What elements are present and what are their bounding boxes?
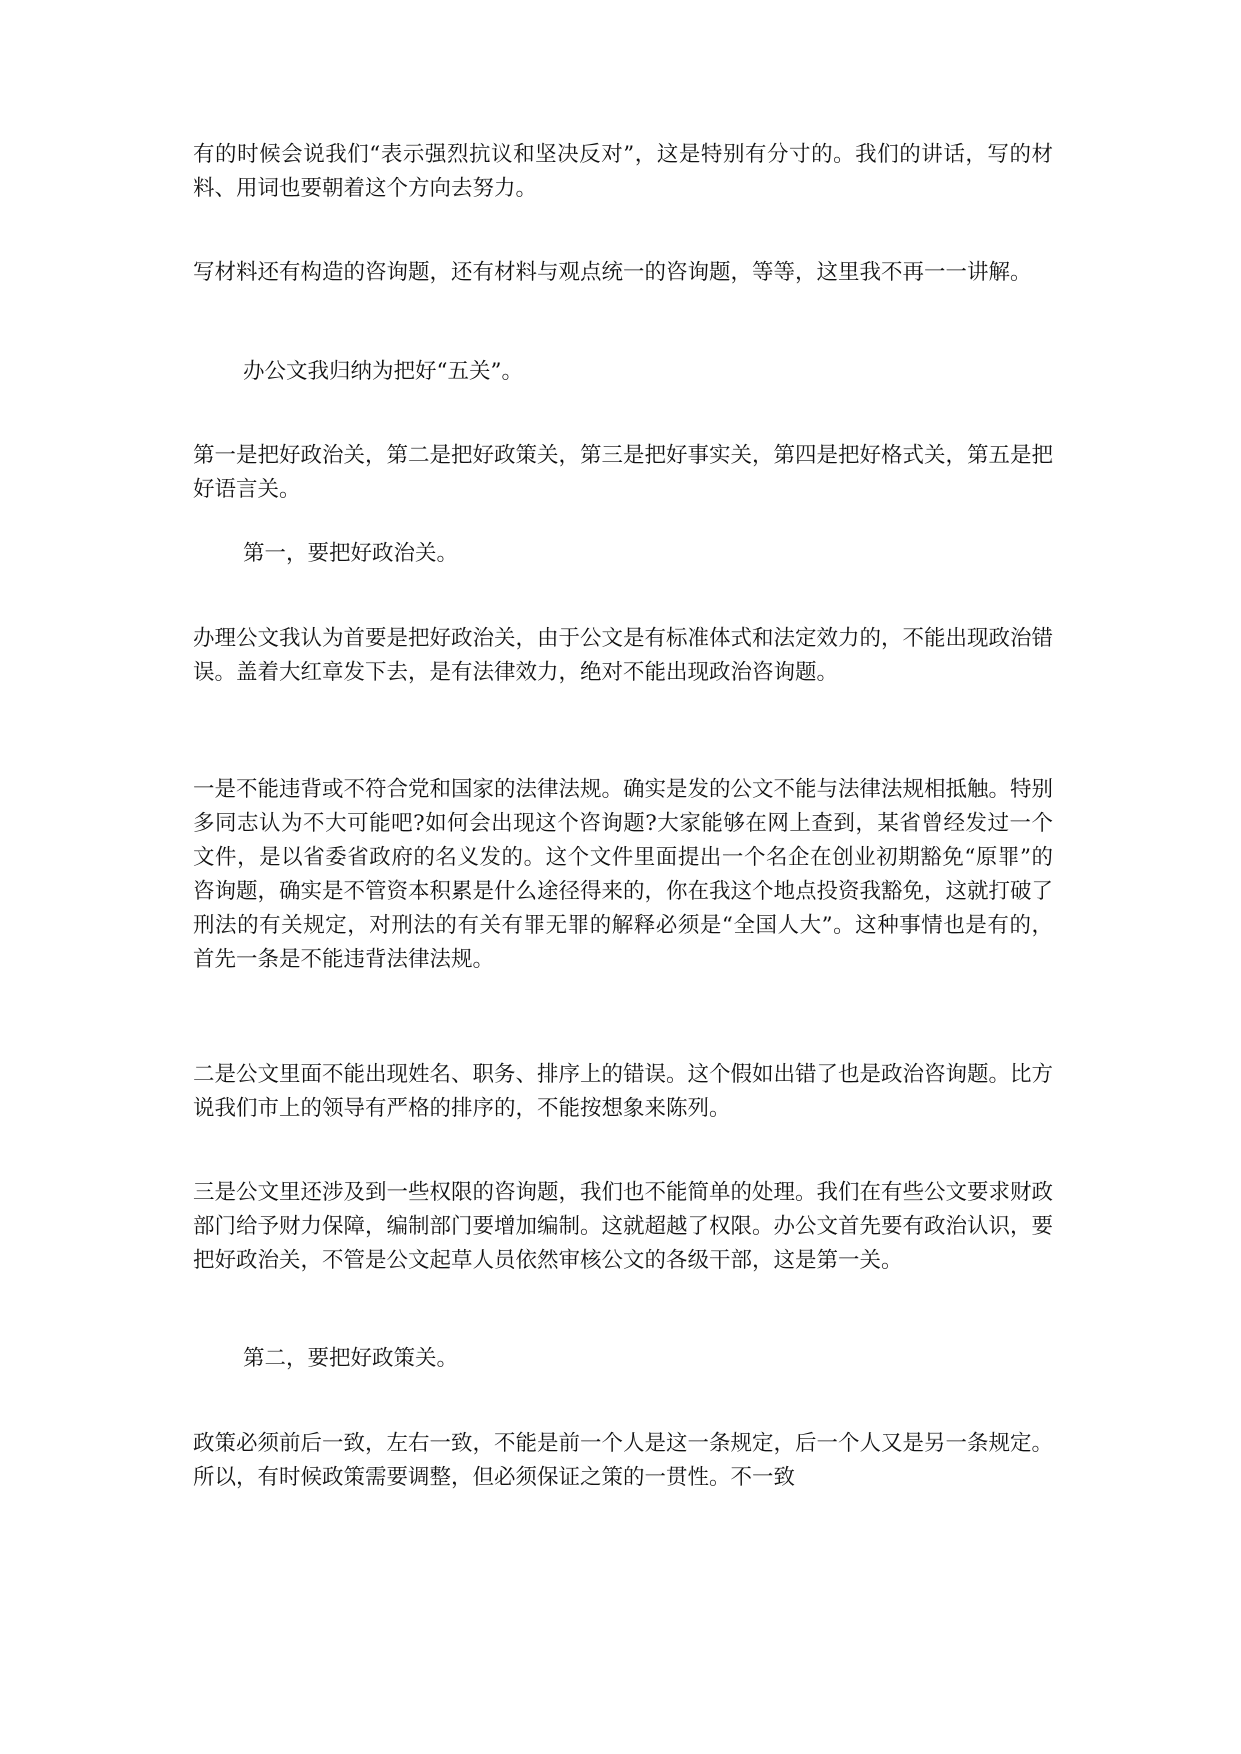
paragraph-6: 办理公文我认为首要是把好政治关，由于公文是有标准体式和法定效力的，不能出现政治错误。盖着大红章发下去，是有法律效力，绝对不能出现政治咨询题。 <box>193 626 1054 685</box>
paragraph-2: 写材料还有构造的咨询题，还有材料与观点统一的咨询题，等等，这里我不再一一讲解。 <box>193 260 1032 285</box>
paragraph-3: 办公文我归纳为把好“五关”。 <box>243 359 523 384</box>
paragraph-10: 第二，要把好政策关。 <box>243 1346 459 1371</box>
paragraph-9: 三是公文里还涉及到一些权限的咨询题，我们也不能简单的处理。我们在有些公文要求财政部门给予财力保障，编制部门要增加编制。这就超越了权限。办公文首先要有政治认识，要把好政治关，不管是公文起草人员依然审核公文的各级干部，这是第一关。 <box>193 1180 1054 1273</box>
paragraph-7: 一是不能违背或不符合党和国家的法律法规。确实是发的公文不能与法律法规相抵触。特别多同志认为不大可能吧?如何会出现这个咨询题?大家能够在网上查到，某省曾经发过一个文件，是以省委省政府的名义发的。这个文件里面提出一个名企在创业初期豁免“原罪”的咨询题，确实是不管资本积累是什么途径得来的，你在我这个地点投资我豁免，这就打破了刑法的有关规定，对刑法的有关有罪无罪的解释必须是“全国人大”。这种事情也是有的，首先一条是不能违背法律法规。 <box>193 777 1054 972</box>
paragraph-11: 政策必须前后一致，左右一致，不能是前一个人是这一条规定，后一个人又是另一条规定。所以，有时候政策需要调整，但必须保证之策的一贯性。不一致 <box>193 1431 1054 1490</box>
paragraph-4: 第一是把好政治关，第二是把好政策关，第三是把好事实关，第四是把好格式关，第五是把好语言关。 <box>193 443 1054 502</box>
paragraph-5: 第一，要把好政治关。 <box>243 541 459 566</box>
paragraph-8: 二是公文里面不能出现姓名、职务、排序上的错误。这个假如出错了也是政治咨询题。比方说我们市上的领导有严格的排序的，不能按想象来陈列。 <box>193 1062 1054 1121</box>
paragraph-1: 有的时候会说我们“表示强烈抗议和坚决反对”，这是特别有分寸的。我们的讲话，写的材料、用词也要朝着这个方向去努力。 <box>193 142 1053 201</box>
